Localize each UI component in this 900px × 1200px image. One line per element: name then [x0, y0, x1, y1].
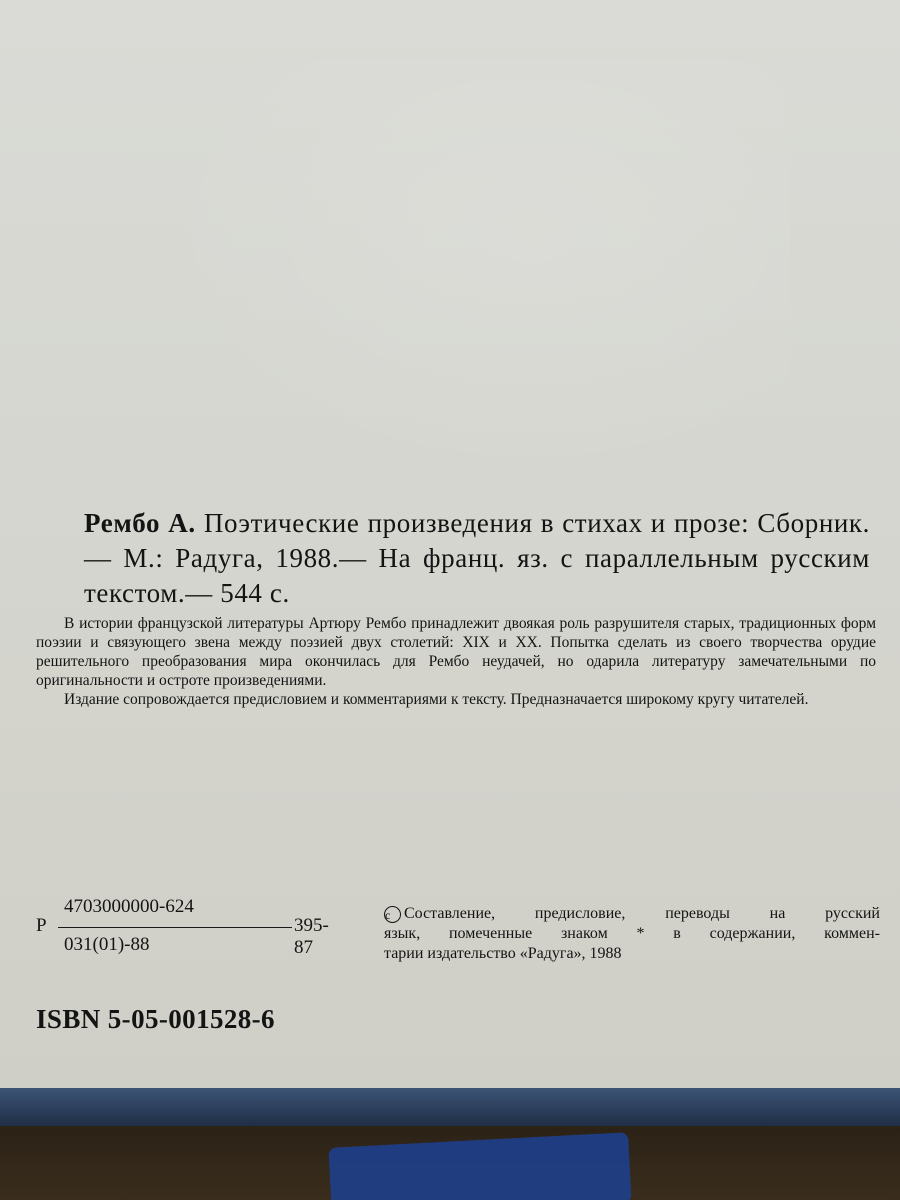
code-letter: Р — [36, 915, 47, 936]
copyright-line: язык, помеченные знаком * в содержании, коммен- — [384, 925, 880, 942]
classification-code — [36, 896, 336, 966]
page-glare — [140, 60, 790, 490]
citation-author: Рембо А. — [84, 508, 196, 538]
copyright-line-text: Составление, предисловие, переводы на русский — [404, 905, 880, 922]
annotation-paragraph: В истории французской литературы Артюру Рембо принадлежит двоякая роль разрушителя старых, традиционных форм поэзии и связующего звена между поэзией двух столетий: XIX и XX. Попытка сделать из своего творчества орудие решительного преобразования мира окончилась для Рембо неудачей, но одарила литературу замечательными по оригинальности и остроте произведениями. — [36, 615, 876, 689]
citation-text: Поэтические произведения в стихах и прозе: Сборник.— М.: Радуга, 1988.— На франц. яз. с параллельным русским текстом.— 544 с. — [84, 508, 870, 608]
copyright-notice — [384, 904, 880, 964]
book-cover-edge — [0, 1088, 900, 1128]
code-number: 395-87 — [294, 915, 329, 958]
isbn: ISBN 5-05-001528-6 — [36, 1004, 275, 1034]
annotation — [36, 614, 876, 709]
annotation-paragraph: Издание сопровождается предисловием и комментариями к тексту. Предназначается широкому кругу читателей. — [64, 691, 809, 708]
fraction-rule — [58, 927, 292, 928]
copyright-line — [384, 904, 880, 924]
bibliographic-citation — [84, 506, 870, 611]
copyright-line: тарии издательство «Радуга», 1988 — [384, 945, 622, 962]
copyright-icon: c — [384, 906, 401, 923]
code-denominator: 031(01)-88 — [64, 934, 150, 955]
code-numerator: 4703000000-624 — [64, 896, 194, 917]
